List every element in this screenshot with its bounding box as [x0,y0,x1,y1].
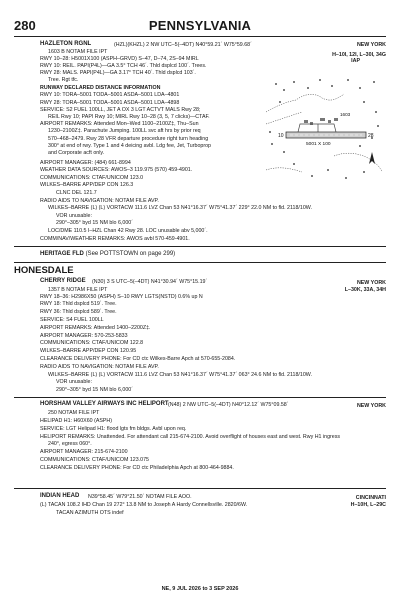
horsham-line: HELIPAD H1: H60X60 (ASPH) [40,418,113,424]
hazleton-line: SERVICE: S2 FUEL 100LL, JET A OX 3 LGT ACTVT MALS Rwy 28; [40,107,201,113]
hazleton-line: and Corporate acft only. [48,150,105,156]
hazleton-line: 300° at end of rwy. Type 1 and 4 deicing avbl. Ldg fee, Jet, Turboprop [48,143,211,149]
cherry-ridge-line: RWY 18–36: H2986X50 (ASPH) S–10 RWY LGTS(NSTD) 0.6% up N [40,294,203,300]
hazleton-region: NEW YORK [356,42,386,48]
hazleton-charts: H–10I, 12I, L–30I, 34G [332,52,386,58]
hazleton-line: 570–468–2479. Rwy 28 VFR departure procedure right turn heading [48,136,209,142]
section-rule [14,262,386,263]
hazleton-line: 290°–305° byd 15 NM blo 6,000´ [56,220,133,226]
runway-end-label: 28 [368,133,374,139]
cherry-ridge-line: 290°–305° byd 15 NM blo 6,000´ [56,387,133,393]
horsham-line: 240°, egress 060°. [48,441,92,447]
hazleton-line: VOR unusable: [56,213,92,219]
building [304,120,308,123]
hazleton-line: AIRPORT REMARKS: Attended Mon–Wed 1100–2100Z‡, Thu–Sun [40,121,199,127]
hazleton-line: AIRPORT MANAGER: (484) 661-8994 [40,160,131,166]
hazleton-line: RWY 10: TORA–5001 TODA–5001 ASDA–5001 LDA–4801 [40,92,180,98]
section-rule [14,488,386,489]
building [320,118,325,121]
hazleton-line: WILKES–BARRE APP/DEP CON 126.3 [40,182,134,188]
cherry-ridge-line: AIRPORT MANAGER: 570-253-5833 [40,333,128,339]
taxiway [298,124,336,132]
cherry-ridge-header-info: (N30) 3 S UTC–5(–4DT) N41°30.94´ W75°15.19´ [92,278,208,285]
hazleton-line: COMM/NAV/WEATHER REMARKS: AWOS avbl 570-459-4901. [40,236,190,242]
cherry-ridge-line: RADIO AIDS TO NAVIGATION: NOTAM FILE AVP. [40,364,159,370]
elevation-label: 1603 [340,112,351,117]
building [310,122,313,125]
terrain-contour [266,112,302,124]
indian-head-region: CINCINNATI [355,495,386,501]
hazleton-line: REIL Rwy 10; PAPI Rwy 10; MIRL Rwy 10–28 (3, 5, 7 clicks)—CTAF. [48,114,210,120]
horsham-region: NEW YORK [356,403,386,409]
hazleton-line: RWY 28: MALS. PAPI(P4L)—GA 3.17° TCH 40´. Thld dsplcd 103´. [40,70,196,76]
horsham-line: 250 NOTAM FILE IPT [48,410,100,416]
terrain-contour [266,94,344,112]
cherry-ridge-line: CLEARANCE DELIVERY PHONE: For CD ctc Wilkes-Barre Apch at 570-655-2084. [40,356,236,362]
cherry-ridge-line: VOR unusable: [56,379,92,385]
horsham-header-info: (N48) 2 NW UTC–5(–4DT) N40°12.12´ W75°09.58´ [168,401,289,408]
indian-head-charts: H–10H, L–29C [350,502,386,508]
building [328,120,331,123]
heritage-entry [40,251,175,257]
page-number: 280 [14,18,36,33]
horsham-line: SERVICE: LGT Helipad H1: flood lgts fm bldgs. Avbl upon req. [40,426,187,432]
hazleton-line: 1603 B NOTAM FILE IPT [48,49,108,55]
heritage-note: (See POTTSTOWN on page 299) [85,251,176,257]
cherry-ridge-line: WILKES–BARRE (L) (L) VORTACW 111.6 LVZ Chan 53 N41°16.37´ W75°41.37´ 063° 24.6 NM to fld. 2118/10W. [48,372,312,378]
cherry-ridge-line: SERVICE: S4 FUEL 100LL [40,317,104,323]
hazleton-iap[interactable]: IAP [351,58,360,64]
hazleton-airport-diagram [264,72,384,186]
cherry-ridge-name[interactable]: CHERRY RIDGE [40,278,86,284]
runway-end-label: 10 [278,133,284,139]
runway-dimensions-label: 5001 X 100 [306,142,331,147]
hazleton-line: Tree. Rgt tfc. [48,77,79,83]
hazleton-line: RWY 10–28: H5001X100 (ASPH–GRVD) S–47, D–74, 2S–94 MIRL [40,56,199,62]
state-title: PENNSYLVANIA [148,18,252,33]
terrain-contour [266,168,302,172]
cherry-ridge-region: NEW YORK [356,280,386,286]
cherry-ridge-line: RWY 18: Thld dsplcd 519´. Tree. [40,301,117,307]
building [334,118,338,121]
horsham-line: AIRPORT MANAGER: 215-674-2100 [40,449,128,455]
indian-head-line: TACAN AZIMUTH OTS indef [56,510,124,516]
cherry-ridge-line: RWY 36: Thld dsplcd 589´. Tree. [40,309,117,315]
hazleton-line: RWY 10: REIL. PAPI(P4L)—GA 3.5° TCH 46´. Thld dsplcd 100´. Trees. [40,63,207,69]
hazleton-line: WILKES–BARRE (L) (L) VORTACW 111.6 LVZ Chan 53 N41°16.37´ W75°41.37´ 229° 22.0 NM to fld. 2118/10W. [48,205,312,211]
city-heading: HONESDALE [14,265,74,276]
hazleton-line: RADIO AIDS TO NAVIGATION: NOTAM FILE AVP. [40,198,159,204]
north-arrow [369,152,375,164]
cherry-ridge-line: AIRPORT REMARKS: Attended 1400–2200Z‡. [40,325,151,331]
cherry-ridge-charts: L–30K, 33A, 34H [344,287,386,293]
cherry-ridge-line: COMMUNICATIONS: CTAF/UNICOM 122.8 [40,340,144,346]
effective-dates-footer: NE, 9 JUL 2026 to 3 SEP 2026 [161,586,239,592]
section-rule [14,246,386,247]
hazleton-line: CLNC DEL 121.7 [56,190,97,196]
indian-head-header-info: N39°58.45´ W79°21.50´ NOTAM FILE AOO. [88,493,192,500]
hazleton-line: RUNWAY DECLARED DISTANCE INFORMATION [40,85,161,91]
hazleton-line: WEATHER DATA SOURCES: AWOS–3 119.975 (570) 459-4901. [40,167,193,173]
hazleton-line: COMMUNICATIONS: CTAF/UNICOM 123.0 [40,175,144,181]
header-rule [14,36,386,37]
horsham-line: HELIPORT REMARKS: Unattended. For attendant call 215-674-2100. Avoid overflight of houses east and west. Rwy H1 ingress [40,434,341,440]
cherry-ridge-line: 1357 B NOTAM FILE IPT [48,287,108,293]
hazleton-name[interactable]: HAZLETON RGNL [40,41,92,47]
horsham-line: CLEARANCE DELIVERY PHONE: For CD ctc Philadelphia Apch at 800-464-9884. [40,465,234,471]
indian-head-name[interactable]: INDIAN HEAD [40,493,80,499]
hazleton-line: 1230–2100Z‡. Parachute Jumping. 100LL svc aft hrs by prior req [48,128,201,134]
heritage-name[interactable]: HERITAGE FLD [40,251,84,257]
cherry-ridge-line: WILKES–BARRE APP/DEP CON 120.95 [40,348,137,354]
hazleton-line: LOC/DME 110.5 I–HZL Chan 42 Rwy 28. LOC unusable abv 5,000´. [48,228,208,234]
section-rule [14,397,386,398]
horsham-name[interactable]: HORSHAM VALLEY AIRWAYS INC HELIPORT [40,401,169,407]
terrain-contour [334,153,382,172]
hazleton-line: RWY 28: TORA–5001 TODA–5001 ASDA–5001 LDA–4898 [40,100,180,106]
indian-head-line: (L) TACAN 108.2 IHD Chan 19 272° 13.8 NM to Joseph A Hardy Connellsville. 2820/6W. [40,502,248,508]
hazleton-header-info: (HZL)(KHZL) 2 NW UTC–5(–4DT) N40°59.21´ W75°59.68´ [114,41,252,48]
horsham-line: COMMUNICATIONS: CTAF/UNICOM 123.075 [40,457,149,463]
